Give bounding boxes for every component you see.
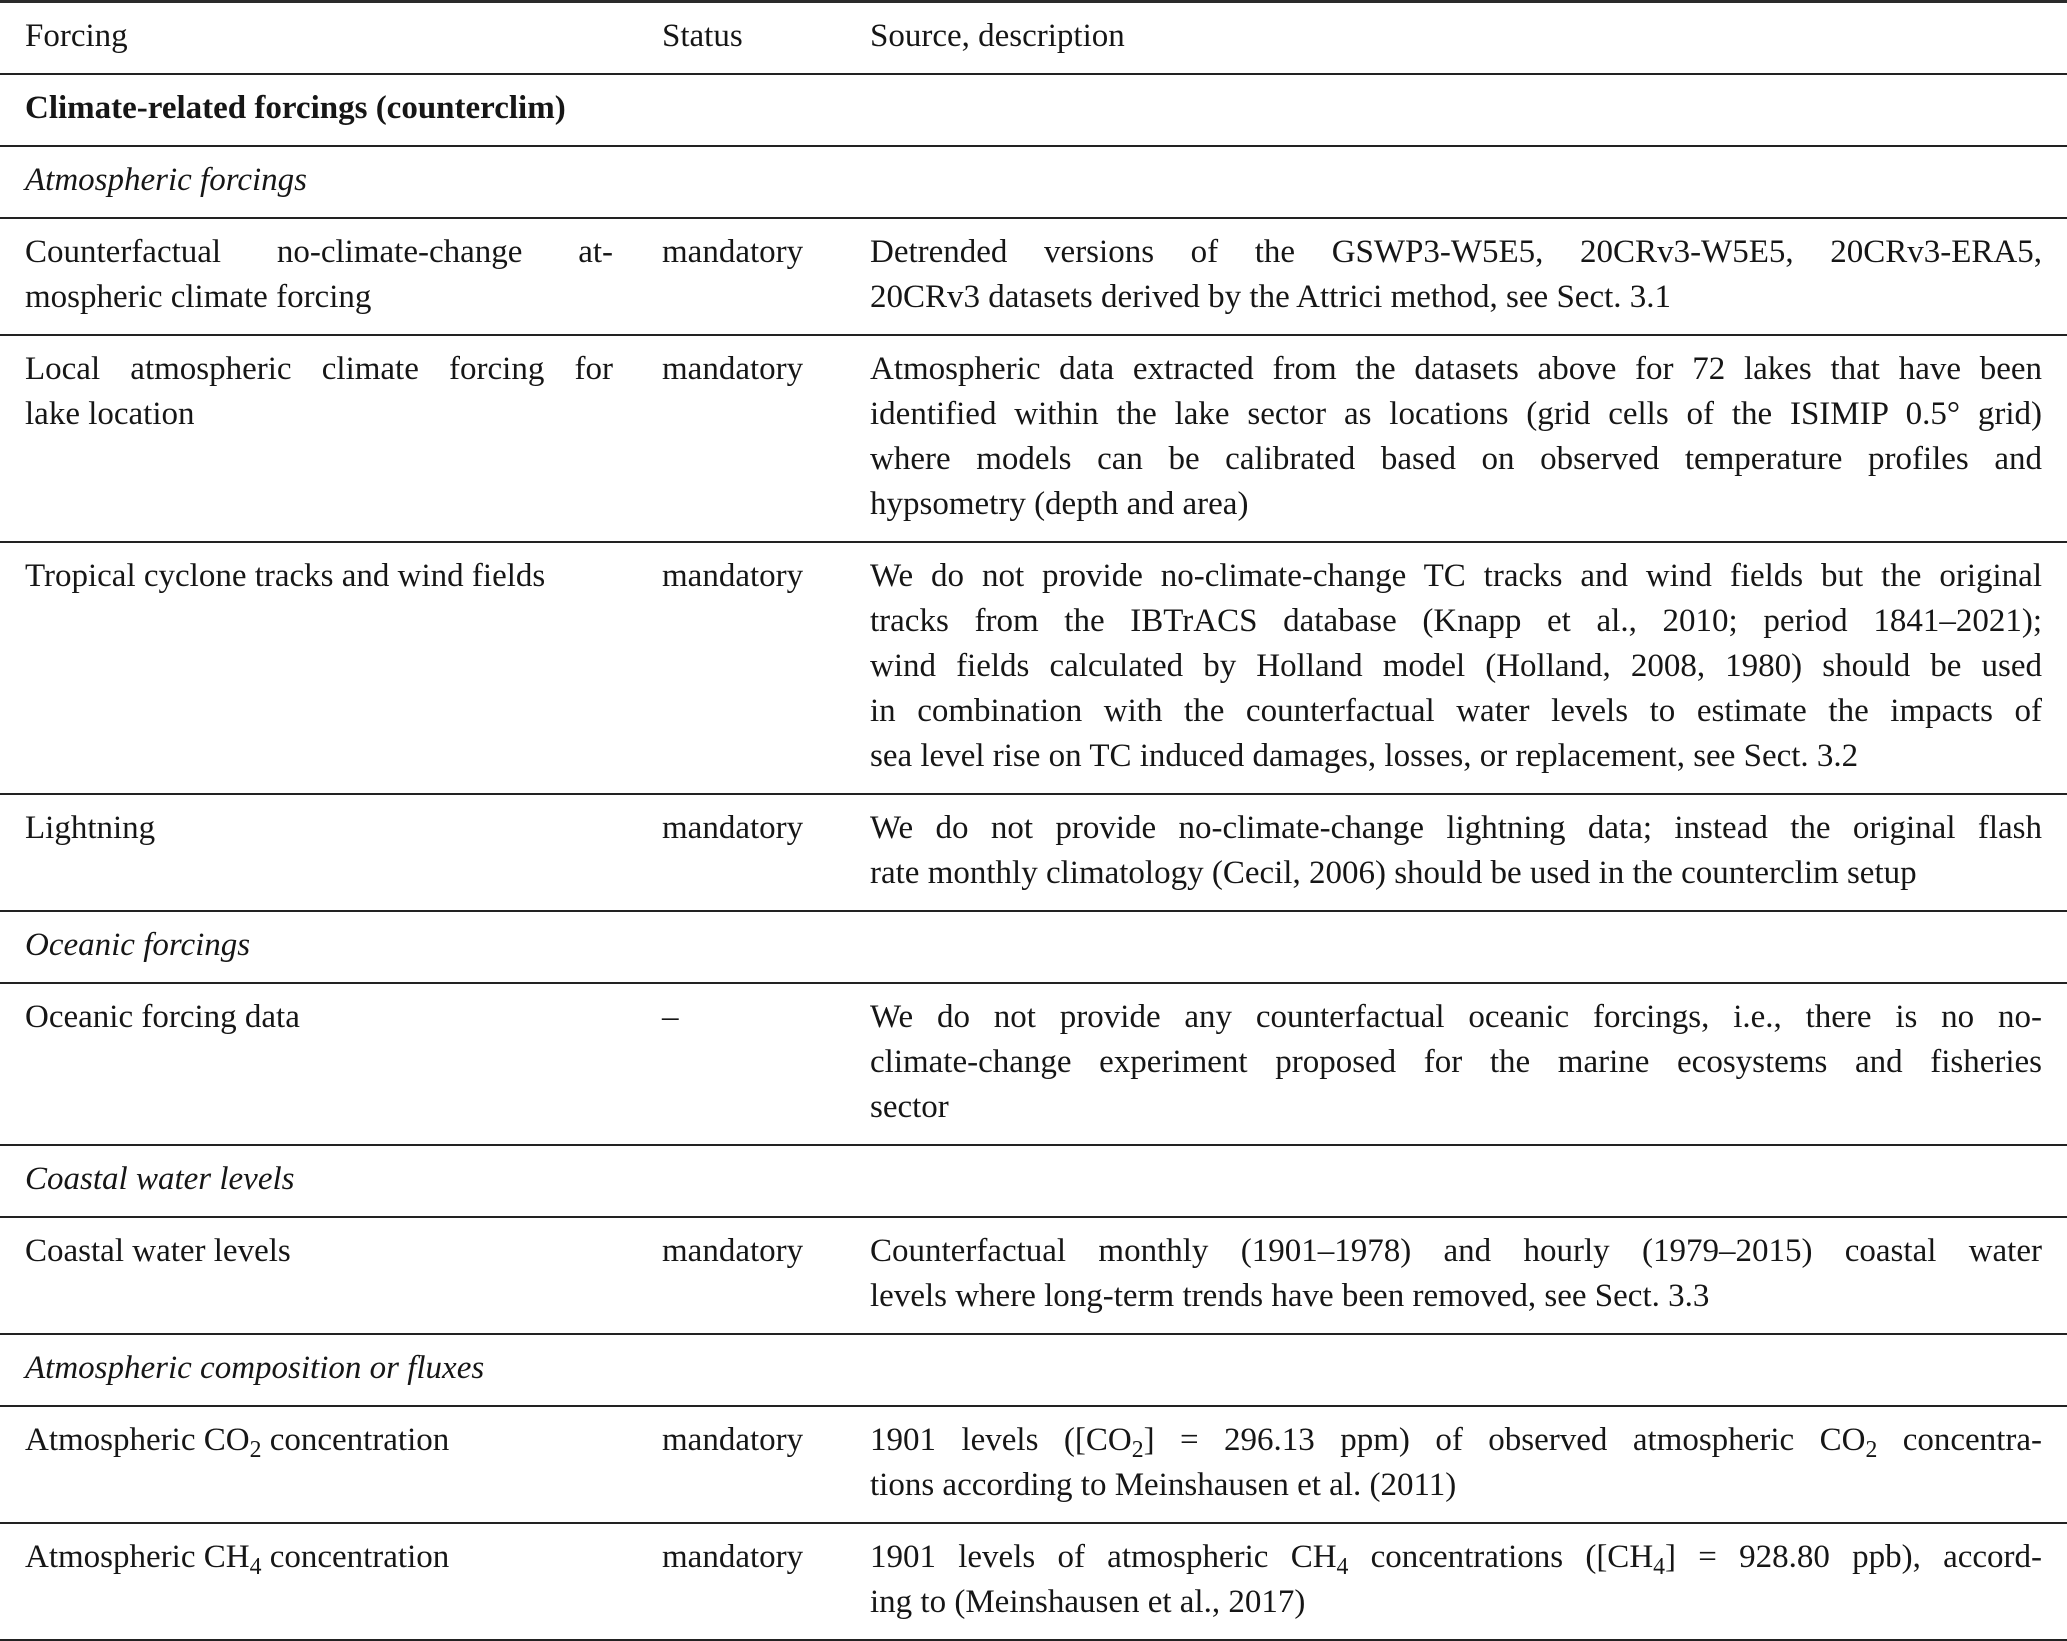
text-line: Counterfactual monthly (1901–1978) and hourly (1979–2015) coastal water [870, 1233, 2042, 1269]
text-line: Lightning [25, 810, 156, 846]
text-line: tions according to Meinshausen et al. (2011) [870, 1467, 1457, 1503]
table-row [0, 795, 2067, 910]
subscript: 4 [249, 1554, 262, 1581]
table-row [0, 543, 2067, 793]
subscript: 2 [1131, 1437, 1144, 1464]
group-title-row [0, 147, 2067, 217]
table-row [0, 336, 2067, 541]
source-cell [870, 554, 2042, 779]
text-line: lake location [25, 396, 195, 432]
header-row [0, 3, 2067, 73]
status-cell: mandatory [662, 1233, 804, 1269]
status-cell: mandatory [662, 234, 804, 270]
text-line: 1901 levels ($[CO_2] = 296.13$ ppm) of observed atmospheric $CO_2$ concentra- [870, 1422, 2042, 1464]
forcing-cell [25, 1229, 637, 1319]
text-line: Coastal water levels [25, 1233, 291, 1269]
subscript: 4 [1653, 1554, 1666, 1581]
group-title: Atmospheric composition or fluxes [25, 1350, 485, 1386]
group-title: Atmospheric forcings [25, 162, 307, 198]
text-line: We do not provide any counterfactual oceanic forcings, i.e., there is no no- [870, 999, 2042, 1035]
text-line: climate-change experiment proposed for the marine ecosystems and fisheries [870, 1044, 2042, 1080]
text-line: 1901 levels of atmospheric $CH_4$ concentrations ($[CH_4] = 928.80$ ppb), accord- [870, 1539, 2042, 1581]
table-row [0, 219, 2067, 334]
text-line: Counterfactual no-climate-change at- [25, 234, 613, 270]
forcing-cell [25, 1535, 637, 1625]
source-cell [870, 347, 2042, 527]
text-line: mospheric climate forcing [25, 279, 372, 315]
source-cell [870, 230, 2042, 320]
group-title-row [0, 1146, 2067, 1216]
text-line: Atmospheric $CH_4$ concentration [25, 1539, 450, 1581]
header-forcing: Forcing [25, 18, 128, 54]
table-body [0, 147, 2067, 1641]
text-line: where models can be calibrated based on observed temperature profiles and [870, 441, 2042, 477]
table-row [0, 1218, 2067, 1333]
text-line: Detrended versions of the GSWP3-W5E5, 20CRv3-W5E5, 20CRv3-ERA5, [870, 234, 2042, 270]
source-cell [870, 1418, 2042, 1508]
status-cell: – [662, 999, 679, 1035]
source-cell [870, 806, 2042, 896]
header-status: Status [662, 18, 743, 54]
group-title: Coastal water levels [25, 1161, 295, 1197]
text-line: wind fields calculated by Holland model (Holland, 2008, 1980) should be used [870, 648, 2042, 684]
forcing-cell [25, 1418, 637, 1508]
status-cell: mandatory [662, 1422, 804, 1458]
text-line: identified within the lake sector as locations (grid cells of the ISIMIP 0.5° grid) [870, 396, 2042, 432]
source-cell [870, 1535, 2042, 1625]
section-title: Climate-related forcings (counterclim) [25, 90, 566, 126]
text-line: in combination with the counterfactual water levels to estimate the impacts of [870, 693, 2042, 729]
text-line: tracks from the IBTrACS database (Knapp et al., 2010; period 1841–2021); [870, 603, 2042, 639]
text-line: Tropical cyclone tracks and wind fields [25, 558, 546, 594]
text-line: Local atmospheric climate forcing for [25, 351, 613, 387]
group-title-row [0, 1335, 2067, 1405]
status-cell: mandatory [662, 351, 804, 387]
source-cell [870, 995, 2042, 1130]
status-cell: mandatory [662, 1539, 804, 1575]
forcing-cell [25, 554, 637, 779]
text-line: 20CRv3 datasets derived by the Attrici method, see Sect. 3.1 [870, 279, 1672, 315]
text-line: We do not provide no-climate-change lightning data; instead the original flash [870, 810, 2042, 846]
table-row [0, 1524, 2067, 1639]
text-line: Oceanic forcing data [25, 999, 300, 1035]
subscript: 4 [1336, 1554, 1349, 1581]
forcing-cell [25, 995, 637, 1130]
status-cell: mandatory [662, 558, 804, 594]
status-cell: mandatory [662, 810, 804, 846]
section-title-row [0, 75, 2067, 145]
text-line: Atmospheric data extracted from the datasets above for 72 lakes that have been [870, 351, 2042, 387]
forcing-cell [25, 806, 637, 896]
text-line: hypsometry (depth and area) [870, 486, 1249, 522]
table-row [0, 1407, 2067, 1522]
header-source: Source, description [870, 18, 1125, 54]
source-cell [870, 1229, 2042, 1319]
text-line: levels where long-term trends have been removed, see Sect. 3.3 [870, 1278, 1710, 1314]
text-line: Atmospheric $CO_2$ concentration [25, 1422, 450, 1464]
text-line: sea level rise on TC induced damages, losses, or replacement, see Sect. 3.2 [870, 738, 1859, 774]
forcing-cell [25, 230, 637, 320]
group-title: Oceanic forcings [25, 927, 251, 963]
text-line: We do not provide no-climate-change TC tracks and wind fields but the original [870, 558, 2042, 594]
group-title-row [0, 912, 2067, 982]
subscript: 2 [249, 1437, 262, 1464]
subscript: 2 [1865, 1437, 1878, 1464]
text-line: sector [870, 1089, 949, 1125]
table-row [0, 984, 2067, 1144]
text-line: ing to (Meinshausen et al., 2017) [870, 1584, 1306, 1620]
forcing-cell [25, 347, 637, 527]
text-line: rate monthly climatology (Cecil, 2006) should be used in the counterclim setup [870, 855, 1917, 891]
